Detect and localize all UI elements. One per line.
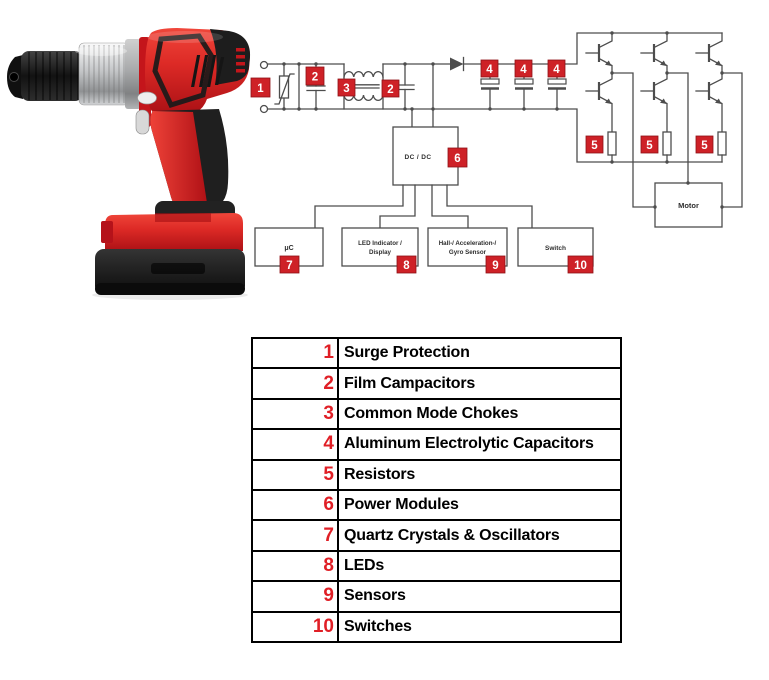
dcdc-output-wires <box>315 185 532 228</box>
switch-label: Switch <box>545 245 566 252</box>
table-row <box>252 612 621 642</box>
marker-5-b <box>641 136 658 153</box>
sensor-label-line1: Hall-/ Acceleration-/ <box>438 240 497 247</box>
circuit-diagram <box>0 0 769 310</box>
svg-text:8: 8 <box>403 260 410 272</box>
table-row <box>252 460 621 490</box>
legend-table <box>251 337 622 643</box>
marker-2-b <box>382 80 399 97</box>
row-number: 10 <box>252 612 338 642</box>
marker-10 <box>568 256 593 273</box>
svg-text:5: 5 <box>701 140 708 152</box>
table-row <box>252 520 621 550</box>
svg-text:6: 6 <box>454 153 461 165</box>
row-label: Resistors <box>338 460 621 490</box>
row-label: Film Campacitors <box>338 368 621 398</box>
table-row <box>252 338 621 368</box>
microcontroller-label: μC <box>284 245 294 252</box>
svg-text:4: 4 <box>486 64 493 76</box>
row-number: 6 <box>252 490 338 520</box>
row-number: 1 <box>252 338 338 368</box>
led-label-line2: Display <box>368 249 392 256</box>
svg-text:9: 9 <box>492 260 499 272</box>
row-number: 7 <box>252 520 338 550</box>
marker-6 <box>448 148 467 167</box>
row-number: 3 <box>252 399 338 429</box>
table-row <box>252 581 621 611</box>
junction-dots <box>282 31 723 208</box>
svg-text:1: 1 <box>257 83 264 95</box>
marker-8 <box>397 256 416 273</box>
marker-5-c <box>696 136 713 153</box>
sensor-label-line2: Gyro Sensor <box>448 249 487 256</box>
marker-2-a <box>306 67 324 85</box>
row-number: 5 <box>252 460 338 490</box>
table-row <box>252 429 621 459</box>
varistor-symbol <box>275 64 294 109</box>
marker-4-a <box>481 60 498 77</box>
row-label: Common Mode Chokes <box>338 399 621 429</box>
table-row <box>252 399 621 429</box>
marker-9 <box>486 256 505 273</box>
row-number: 9 <box>252 581 338 611</box>
table-row <box>252 490 621 520</box>
dcdc-label: DC / DC <box>404 154 432 161</box>
marker-1 <box>251 78 270 97</box>
svg-text:2: 2 <box>311 71 319 84</box>
svg-text:5: 5 <box>591 140 598 152</box>
table-row <box>252 551 621 581</box>
svg-text:2: 2 <box>387 84 394 96</box>
inverter-bridge <box>586 33 742 207</box>
led-label-line1: LED Indicator / <box>358 240 402 247</box>
table-row <box>252 368 621 398</box>
svg-text:5: 5 <box>646 140 653 152</box>
diode-symbol <box>450 58 464 71</box>
row-number: 8 <box>252 551 338 581</box>
row-label: LEDs <box>338 551 621 581</box>
row-label: Quartz Crystals & Oscillators <box>338 520 621 550</box>
row-number: 2 <box>252 368 338 398</box>
svg-text:4: 4 <box>553 64 560 76</box>
svg-text:7: 7 <box>286 260 293 272</box>
svg-text:4: 4 <box>520 64 527 76</box>
motor-box <box>655 183 722 227</box>
marker-4-b <box>515 60 532 77</box>
marker-7 <box>280 256 299 273</box>
row-label: Sensors <box>338 581 621 611</box>
svg-text:10: 10 <box>574 260 587 272</box>
marker-3 <box>338 79 355 96</box>
marker-4-c <box>548 60 565 77</box>
svg-text:3: 3 <box>343 83 350 95</box>
row-label: Surge Protection <box>338 338 621 368</box>
row-number: 4 <box>252 429 338 459</box>
row-label: Switches <box>338 612 621 642</box>
row-label: Power Modules <box>338 490 621 520</box>
marker-5-a <box>586 136 603 153</box>
motor-label: Motor <box>678 201 699 210</box>
row-label: Aluminum Electrolytic Capacitors <box>338 429 621 459</box>
